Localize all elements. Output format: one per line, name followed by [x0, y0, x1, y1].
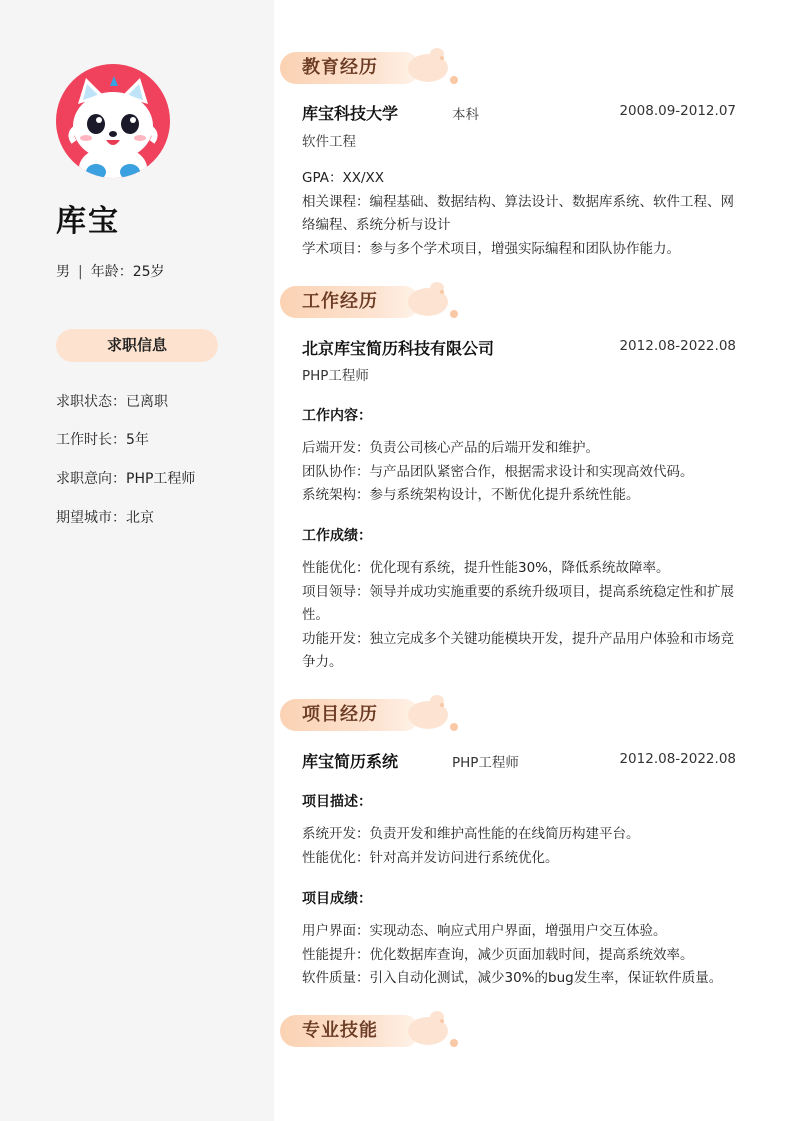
separator: | [78, 264, 83, 280]
education-header [280, 50, 480, 86]
education-title: 教育经历 [302, 57, 378, 78]
work-content-item: 团队协作：与产品团队紧密合作，根据需求设计和实现高效代码。 [302, 463, 694, 480]
education-details [302, 167, 738, 261]
project-header [280, 697, 480, 733]
work-achievement-item: 项目领导：领导并成功实施重要的系统升级项目，提高系统稳定性和扩展性。 [302, 583, 734, 623]
project-result-item: 软件质量：引入自动化测试，减少30%的bug发生率，保证软件质量。 [302, 970, 723, 986]
project-period: 2012.08-2022.08 [619, 751, 736, 767]
gender: 男 [56, 264, 70, 280]
project-results [302, 920, 738, 991]
work-period: 2012.08-2022.08 [619, 338, 736, 354]
work-content-item: 后端开发：负责公司核心产品的后端开发和维护。 [302, 440, 599, 456]
work-row [302, 336, 736, 358]
education-period: 2008.09-2012.07 [619, 103, 736, 119]
work-content-title: 工作内容： [302, 408, 372, 424]
cat-mascot-icon [56, 64, 170, 178]
position: PHP工程师 [302, 368, 369, 384]
project-name: 库宝简历系统 [302, 752, 399, 771]
academic-projects: 学术项目：参与多个学术项目，增强实际编程和团队协作能力。 [302, 240, 680, 257]
education-row [302, 101, 736, 123]
project-desc-item: 系统开发：负责开发和维护高性能的在线简历构建平台。 [302, 826, 640, 842]
project-row [302, 749, 736, 771]
company-name: 北京库宝简历科技有限公司 [302, 339, 495, 358]
project-result-item: 性能提升：优化数据库查询，减少页面加载时间，提高系统效率。 [302, 946, 694, 963]
project-desc-item: 性能优化：针对高并发访问进行系统优化。 [302, 849, 559, 866]
work-achievements-title: 工作成绩： [302, 528, 372, 544]
job-status: 求职状态：已离职 [56, 394, 168, 410]
project-title: 项目经历 [302, 704, 378, 725]
project-results-title: 项目成绩： [302, 891, 372, 907]
work-header [280, 284, 480, 320]
project-result-item: 用户界面：实现动态、响应式用户界面，增强用户交互体验。 [302, 923, 667, 939]
skills-title: 专业技能 [302, 1020, 378, 1041]
expected-city: 期望城市：北京 [56, 510, 154, 526]
degree: 本科 [452, 107, 479, 123]
major: 软件工程 [302, 134, 356, 150]
work-content [302, 437, 738, 508]
age: 年龄：25岁 [90, 264, 165, 280]
work-achievement-item: 功能开发：独立完成多个关键功能模块开发，提升产品用户体验和市场竞争力。 [302, 630, 734, 670]
work-title: 工作经历 [302, 291, 378, 312]
basic-info [56, 261, 165, 281]
sidebar [0, 0, 274, 1121]
work-achievements [302, 557, 738, 675]
job-intent-title: 求职信息 [56, 329, 218, 362]
gpa: GPA：XX/XX [302, 170, 385, 186]
work-content-item: 系统架构：参与系统架构设计，不断优化提升系统性能。 [302, 487, 640, 503]
project-desc-title: 项目描述： [302, 794, 372, 810]
work-achievement-item: 性能优化：优化现有系统，提升性能30%，降低系统故障率。 [302, 560, 670, 576]
avatar [56, 64, 170, 178]
profile-name: 库宝 [56, 204, 120, 239]
school-name: 库宝科技大学 [302, 104, 399, 123]
work-duration: 工作时长：5年 [56, 432, 149, 448]
courses: 相关课程：编程基础、数据结构、算法设计、数据库系统、软件工程、网络编程、系统分析与设计 [302, 193, 734, 233]
skills-header [280, 1013, 480, 1049]
project-desc [302, 823, 738, 870]
project-role: PHP工程师 [452, 755, 519, 771]
job-target: 求职意向：PHP工程师 [56, 471, 196, 487]
